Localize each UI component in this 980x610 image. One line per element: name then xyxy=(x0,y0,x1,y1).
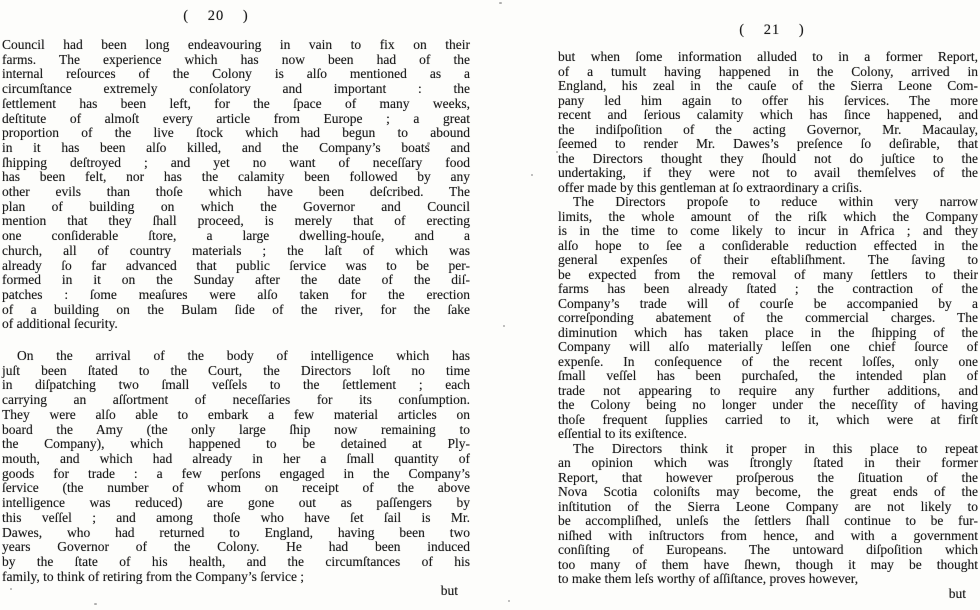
text-line: mention that they ſhall proceed, is merely that of erecting xyxy=(2,213,470,229)
text-line: niſhed with inſtructors from hence, and with a government xyxy=(558,527,978,543)
text-line: carrying an aſſortment of neceſſaries for its conſumption. xyxy=(2,392,470,408)
text-line: in it has been alſo killed, and the Company’s boats and xyxy=(2,139,470,155)
text-line: trade not appearing to require any further additions, and xyxy=(558,382,978,398)
text-line: already ſo far advanced that public ſervice was to be per- xyxy=(2,257,470,273)
text-line: goods for trade : a few perſons engaged in the Company’s xyxy=(2,465,470,481)
text-line: recent and ſerious calamity which has ſince happened, and xyxy=(558,107,978,122)
text-line: ſmall veſſel has been purchaſed, the intended plan of xyxy=(558,368,978,383)
text-line: an opinion which was ſtrongly ſtated in their former xyxy=(558,455,978,470)
text-line: England, his zeal in the cauſe of the Sierra Leone Com- xyxy=(558,78,978,93)
scan-speckle xyxy=(94,603,97,605)
text-line: family, to think of retiring from the Company’s ſervice ; xyxy=(2,568,305,584)
text-line: The Directors propoſe to reduce within very narrow xyxy=(573,194,978,209)
text-line: be expected from the removal of many ſettlers to their xyxy=(558,266,978,282)
text-line: the Directors thought they ſhould not do juſtice to the xyxy=(558,150,978,166)
text-line: too many of them have ſhewn, though it may be thought xyxy=(558,556,978,572)
paragraph xyxy=(558,195,978,442)
text-line: Company will alſo materially leſſen one chief ſource of xyxy=(558,339,978,354)
text-line: mouth, and which had already in her a ſmall quantity of xyxy=(2,450,470,466)
text-line: is in the time to come likely to incur in Africa ; and they xyxy=(558,223,978,238)
text-line: farms has been already ſtated ; the contraction of the xyxy=(558,281,978,296)
page-21 xyxy=(558,22,978,601)
text-line: pany led him again to offer his ſervices. The more xyxy=(558,92,978,108)
text-line: expenſe. In conſequence of the recent loſſes, only one xyxy=(558,353,978,369)
text-line: offer made by this gentleman at ſo extraordinary a criſis. xyxy=(558,179,863,195)
text-line: has been felt, nor has the calamity been followed by any xyxy=(2,169,470,185)
text-line: ſhipping deſtroyed ; and yet no want of neceſſary food xyxy=(2,154,470,170)
text-line: this veſſel ; and among thoſe who have ſet ſail is Mr. xyxy=(2,509,470,525)
scan-speckle xyxy=(499,2,502,4)
text-line: Company’s trade will of courſe be accompanied by a xyxy=(558,295,978,311)
text-line: the indiſpoſition of the acting Governor, Mr. Macaulay, xyxy=(558,121,978,137)
paragraph xyxy=(558,442,978,587)
paragraph xyxy=(2,38,470,332)
text-line: proportion of the live ſtock which had begun to abound xyxy=(2,125,470,141)
catchword: but xyxy=(948,585,966,601)
scan-speckle xyxy=(508,600,510,602)
page-number-header: ( 20 ) xyxy=(183,8,249,24)
scan-speckle xyxy=(975,86,977,88)
text-line: correſponding abatement of the commercial charges. The xyxy=(558,310,978,325)
text-line: by the ſtate of his health, and the circumſtances of his xyxy=(2,553,470,569)
text-line: of a building on the Bulam ſide of the river, for the ſake xyxy=(2,301,470,317)
text-line: years Governor of the Colony. He had been induced xyxy=(2,539,470,555)
paragraph xyxy=(558,50,978,195)
text-line: deſtitute of almoſt every article from Europe ; a great xyxy=(2,110,470,126)
scan-speckle xyxy=(503,325,505,327)
text-line: other evils than thoſe which have been deſcribed. The xyxy=(2,184,470,200)
text-line: to make them leſs worthy of aſſiſtance, proves however, xyxy=(558,571,859,586)
text-line: formed in it on the Sunday after the date of the diſ- xyxy=(2,272,470,288)
text-line: The Directors think it proper in this place to repeat xyxy=(573,440,978,456)
text-line: circumſtance extremely conſolatory and important : the xyxy=(2,81,470,97)
text-line: board the Amy (the only large ſhip now remaining to xyxy=(2,421,470,437)
text-line: church, all of country materials ; the laſt of which was xyxy=(2,242,470,258)
text-line: patches : ſome meaſures were alſo taken for the erection xyxy=(2,286,470,302)
text-line: thoſe frequent ſupplies carried to it, which were at firſt xyxy=(558,411,978,427)
text-line: conſiſting of Europeans. The untoward diſpoſition which xyxy=(558,542,978,557)
text-line: of a tumult having happened in the Colony, arrived in xyxy=(558,63,978,79)
text-line: farms. The experience which has now been had of the xyxy=(2,51,470,67)
scan-speckle xyxy=(10,588,12,590)
text-line: general expenſes of their eſtabliſhment. The ſaving to xyxy=(558,252,978,267)
text-line: intelligence was reduced) are gone out as paſſengers by xyxy=(2,495,470,511)
text-line: eſſential to its exiſtence. xyxy=(558,426,687,441)
catchword: but xyxy=(440,583,458,599)
page-20 xyxy=(2,8,470,599)
text-line: undertaking, if they were not to avail themſelves of the xyxy=(558,165,978,180)
text-line: but when ſome information alluded to in a former Report, xyxy=(558,49,978,64)
scan-speckle xyxy=(556,151,558,153)
text-line: plan of building on which the Governor and Council xyxy=(2,198,470,214)
text-line: Nova Scotia coloniſts may become, the great ends of the xyxy=(558,484,978,499)
text-line: ſervice (the number of whom on receipt of the above xyxy=(2,480,470,496)
text-line: limits, the whole amount of the riſk which the Company xyxy=(558,208,978,224)
text-line: one conſiderable ſtore, a large dwelling-houſe, and a xyxy=(2,228,470,244)
text-line: of additional ſecurity. xyxy=(2,316,118,332)
text-line: On the arrival of the body of intelligence which has xyxy=(17,348,470,364)
text-line: Council had been long endeavouring in vain to fix on their xyxy=(2,37,470,52)
text-line: the Colony being no longer under the neceſſity of having xyxy=(558,397,978,412)
text-line: the Company), which happened to be detained at Ply- xyxy=(2,436,470,452)
text-line: ſeemed to render Mr. Dawes’s preſence ſo deſirable, that xyxy=(558,136,978,151)
text-line: alſo hope to ſee a conſiderable reduction effected in the xyxy=(558,237,978,253)
text-line: Dawes, who had returned to England, having been two xyxy=(2,524,470,540)
text-line: Report, that however proſperous the ſituation of the xyxy=(558,469,978,485)
text-line: inſtitution of the Sierra Leone Company are not likely to xyxy=(558,498,978,514)
scan-speckle xyxy=(531,174,533,176)
text-line: be accompliſhed, unleſs the ſettlers ſhall continue to be fur- xyxy=(558,513,978,528)
paragraph xyxy=(2,349,470,584)
text-line: They were alſo able to embark a few material articles on xyxy=(2,406,470,422)
text-line: in diſpatching two ſmall veſſels to the ſettlement ; each xyxy=(2,377,470,393)
text-line: ſettlement has been left, for the ſpace of many weeks, xyxy=(2,95,470,111)
page-number-header: ( 21 ) xyxy=(739,22,805,38)
scan-speckle xyxy=(427,142,430,145)
text-line: diminution which has taken place in the ſhipping of the xyxy=(558,324,978,340)
text-line: internal reſources of the Colony is alſo mentioned as a xyxy=(2,66,470,82)
text-line: juſt been ſtated to the Court, the Directors loſt no time xyxy=(2,362,470,378)
